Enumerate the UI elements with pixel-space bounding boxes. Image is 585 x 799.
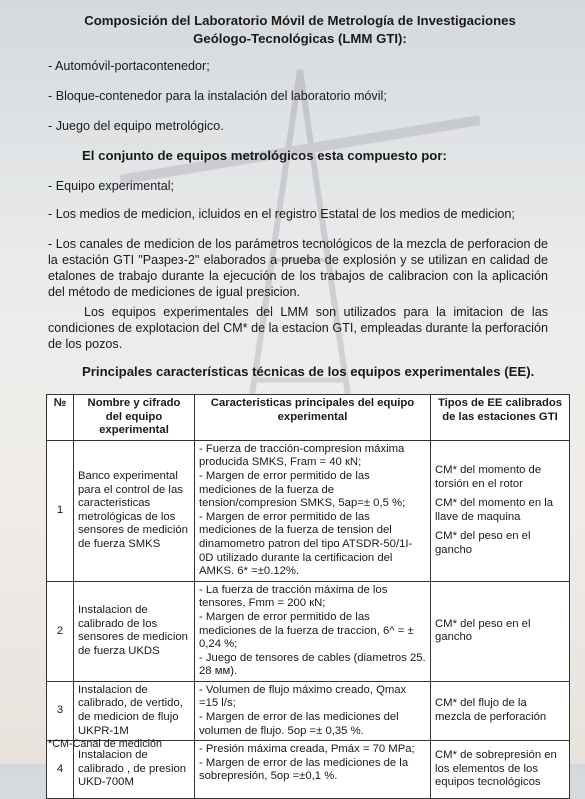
table-heading: Principales características técnicas de los equipos experimentales (EE). xyxy=(82,364,535,379)
characteristic-item: - La fuerza de tracción máxima de los tensores, Fmm = 200 кN; xyxy=(199,583,388,610)
row-number: 1 xyxy=(47,440,74,581)
equipment-item-2: - Los medios de medicion, icluidos en el registro Estatal de los medios de medicion; xyxy=(48,207,515,221)
composition-item-3: - Juego del equipo metrológico. xyxy=(48,119,224,133)
row-number: 4 xyxy=(47,741,74,799)
type-item: CM* del flujo de la mezcla de perforación xyxy=(435,697,547,724)
header-characteristics: Caracteristicas principales del equipo experimental xyxy=(195,395,431,441)
characteristic-item: - Volumen de flujo máximo creado, Qmax =15 l/s; xyxy=(199,683,407,710)
characteristic-item: - Juego de tensores de cables (diametros 25. 28 мм). xyxy=(199,651,426,678)
composition-item-2: - Bloque-contenedor para la instalación del laboratorio móvil; xyxy=(48,89,387,103)
table-header-row xyxy=(47,395,570,441)
row-name: Banco experimental para el control de las caracteristicas metrológicas de los sensores de medición de fuerza SMKS xyxy=(74,440,195,581)
header-number: № xyxy=(47,395,74,441)
row-number: 2 xyxy=(47,581,74,681)
type-item: CM* de sobrepresión en los elementos de los equipos tecnológicos xyxy=(435,749,557,789)
type-item: CM* del peso en el gancho xyxy=(435,617,531,644)
characteristic-item: - Margen de error de las mediciones del volumen de flujo. 5op =± 0,35 %. xyxy=(199,711,399,737)
header-name: Nombre y cifrado del equipo experimental xyxy=(74,395,195,441)
table-row xyxy=(47,581,570,681)
footnote: *CM-Canal de medición xyxy=(48,738,163,750)
header-types: Tipos de EE calibrados de las estaciones GTI xyxy=(431,395,570,441)
row-characteristics xyxy=(195,741,431,799)
equipment-item-1: - Equipo experimental; xyxy=(48,179,175,193)
equipment-heading: El conjunto de equipos metrológicos esta compuesto por: xyxy=(82,148,447,163)
type-item: CM* del peso en el gancho xyxy=(435,530,531,556)
type-item: CM* del momento de torsión en el rotor xyxy=(435,463,542,490)
characteristic-item: - Margen de error permitido de las mediciones de la fuerza de tension/compresion SMKS, 5ap=± 0,5 %; xyxy=(199,469,406,510)
row-name: Instalacion de calibrado de los sensores de medicion de fuerza UKDS xyxy=(74,581,195,681)
row-types xyxy=(431,741,570,799)
equipment-item-3: - Los canales de medicion de los parámetros tecnológicos de la mezcla de perforacion de la estación GTI "Paзpeз-2" elaborados a prueba de explosión y se utilizan en calidad de etalones de trabajo durante la ejecución de los trabajos de calibracion con la aplicación del método de mediciones de igual presicion. xyxy=(48,237,548,299)
row-characteristics xyxy=(195,681,431,740)
composition-item-1: - Automóvil-portacontenedor; xyxy=(48,59,210,73)
characteristic-item: - Margen de error de las mediciones de la sobrepresión, 5op =±0,1 %. xyxy=(199,756,409,783)
row-types xyxy=(431,440,570,581)
intro-paragraph: Los equipos experimentales del LMM son utilizados para la imitacion de las condiciones de explotacion del CM* de la estacion GTI, empleadas durante la perforación de los pozos. xyxy=(48,305,548,351)
row-number: 3 xyxy=(47,681,74,740)
characteristic-item: - Margen de error permitido de las mediciones de la fuerza de traccion, 6^ = ± 0,24 %; xyxy=(199,610,414,651)
row-types xyxy=(431,681,570,740)
document-title: Composición del Laboratorio Móvil de Metrología de Investigaciones Geólogo-Tecnológicas (LMM GTI): xyxy=(84,13,516,46)
characteristic-item: - Fuerza de tracción-compresion máxima producida SMKS, Fram = 40 кN; xyxy=(199,442,405,469)
row-characteristics xyxy=(195,440,431,581)
row-name: Instalacion de calibrado, de vertido, de medicion de flujo UKPR-1M xyxy=(74,681,195,740)
row-characteristics xyxy=(195,581,431,681)
table-row xyxy=(47,440,570,581)
type-item: CM* del momento en la llave de maquina xyxy=(435,497,554,523)
table-row xyxy=(47,681,570,740)
row-name: Instalacion de calibrado , de presion UKD-700M xyxy=(74,741,195,799)
row-types xyxy=(431,581,570,681)
characteristic-item: - Presión máxima creada, Pmáx = 70 MPa; xyxy=(199,743,415,756)
characteristic-item: - Margen de error permitido de las mediciones de la fuerza de tension del dinamometro patron del tipo ATSDR-50/1I-0D utilizado durante la certificacion del AMKS. 6* =±0.12%. xyxy=(199,510,413,578)
